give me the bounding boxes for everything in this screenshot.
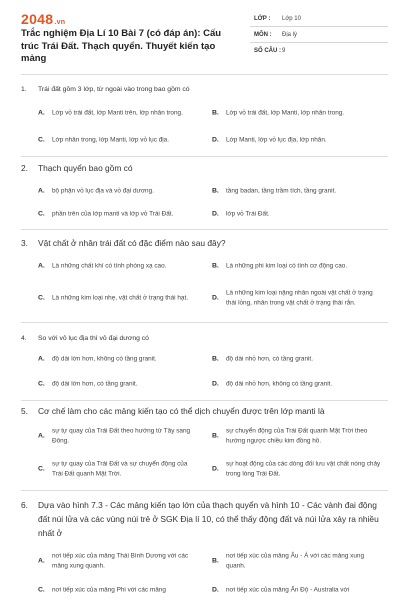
question-divider (21, 490, 388, 491)
option-c[interactable] (38, 378, 198, 390)
question-divider (21, 156, 388, 157)
question-number: 2. (21, 163, 28, 173)
option-text: độ dài nhỏ hơn, có tầng granit. (226, 355, 313, 363)
meta-value: Lớp 10 (282, 16, 301, 22)
option-d[interactable] (212, 378, 384, 390)
option-letter: B. (212, 355, 219, 363)
option-text: Lớp Manti, lớp vỏ lục địa, lớp nhân. (226, 136, 327, 144)
meta-value: Địa lý (282, 32, 298, 38)
option-a[interactable] (38, 353, 198, 365)
option-text: độ dài nhỏ hơn, không có tầng granit. (226, 380, 333, 388)
option-letter: C. (38, 294, 45, 302)
worksheet-header (0, 0, 400, 74)
option-letter: A. (38, 557, 45, 565)
question-number: 6. (21, 500, 28, 510)
option-b[interactable] (212, 353, 384, 365)
meta-value: 9 (282, 48, 286, 54)
option-text: nơi tiếp xúc của mảng Phi với các mảng (52, 586, 166, 594)
option-letter: D. (212, 465, 219, 473)
question-number: 5. (21, 406, 28, 416)
option-d[interactable] (212, 584, 384, 596)
logo-text: 2048 (21, 11, 54, 27)
option-text: Là những phi kim loại có tính cơ động cao. (226, 262, 348, 270)
option-a[interactable] (38, 260, 198, 272)
option-letter: D. (212, 210, 219, 218)
option-text: độ dài lớn hơn, không có tầng granit. (52, 355, 157, 363)
option-letter: A. (38, 187, 45, 195)
option-text: bộ phận vỏ lục địa và vỏ đại dương. (52, 187, 154, 195)
option-letter: A. (38, 355, 45, 363)
meta-table (250, 11, 388, 59)
question-text: Vật chất ở nhân trái đất có đặc điểm nào sau đây? (38, 238, 226, 248)
question-text: Cơ chế làm cho các mảng kiến tạo có thể dịch chuyển được trên lớp manti là (38, 406, 325, 416)
logo-suffix: .vn (54, 19, 66, 26)
option-text: sự hoạt động của các dòng đối lưu vật chất nóng chảy trong lòng Trái Đất. (226, 460, 381, 477)
option-letter: C. (38, 586, 45, 594)
question-divider (21, 322, 388, 323)
meta-label: MÔN : (254, 32, 272, 38)
option-a[interactable] (38, 102, 198, 124)
option-a[interactable] (38, 185, 198, 197)
question-text: Thạch quyển bao gồm có (38, 163, 133, 173)
meta-label: SỐ CÂU : (254, 48, 281, 54)
option-d[interactable] (212, 283, 384, 313)
question-text: So với vỏ lục địa thì vỏ đại dương có (38, 335, 149, 342)
option-text: nơi tiếp xúc của mảng Ấn Độ - Australia với (226, 586, 350, 594)
option-text: Lớp vỏ trái đất, lớp Manti, lớp nhân trong. (226, 109, 345, 117)
option-letter: B. (212, 262, 219, 270)
option-letter: B. (212, 109, 219, 117)
option-b[interactable] (212, 425, 384, 447)
option-letter: A. (38, 432, 45, 440)
option-text: sự tự quay của Trái Đất theo hướng từ Tây sang Đông. (52, 427, 191, 444)
header-divider (21, 74, 388, 75)
option-text: Là những kim loại nhẹ, vật chất ở trạng thái hạt. (52, 294, 189, 302)
question-number: 3. (21, 238, 28, 248)
option-b[interactable] (212, 185, 384, 197)
option-d[interactable] (212, 208, 384, 220)
option-c[interactable] (38, 208, 198, 220)
option-c[interactable] (38, 134, 198, 146)
option-letter: B. (212, 187, 219, 195)
option-text: Là những chất khí có tính phóng xạ cao. (52, 262, 167, 270)
question-divider (21, 400, 388, 401)
option-b[interactable] (212, 102, 384, 124)
option-c[interactable] (38, 458, 198, 480)
option-letter: D. (212, 136, 219, 144)
site-logo[interactable] (21, 11, 65, 27)
option-letter: D. (212, 380, 219, 388)
option-d[interactable] (212, 134, 384, 146)
option-a[interactable] (38, 550, 198, 572)
option-text: lớp vỏ Trái Đất. (226, 210, 270, 218)
option-letter: A. (38, 109, 45, 117)
option-letter: B. (212, 557, 219, 565)
option-text: nơi tiếp xúc của mảng Âu - Á với các mảng xung quanh. (226, 552, 365, 569)
option-letter: A. (38, 262, 45, 270)
question-divider (21, 229, 388, 230)
option-letter: C. (38, 380, 45, 388)
option-a[interactable] (38, 425, 198, 447)
option-text: tầng badan, tầng trầm tích, tầng granit. (226, 187, 337, 195)
option-letter: C. (38, 210, 45, 218)
option-letter: C. (38, 136, 45, 144)
question-text: Trái đất gồm 3 lớp, từ ngoài vào trong bao gồm có (38, 86, 190, 93)
option-d[interactable] (212, 458, 384, 480)
option-letter: B. (212, 432, 219, 440)
question-number: 4. (21, 335, 27, 342)
option-b[interactable] (212, 550, 384, 572)
option-text: sự chuyển động của Trái Đất quanh Mặt Trời theo hướng ngược chiều kim đồng hồ. (226, 427, 368, 444)
option-letter: D. (212, 586, 219, 594)
option-text: Lớp nhân trong, lớp Manti, lớp vỏ lục địa. (52, 136, 170, 144)
option-text: nơi tiếp xúc của mảng Thái Bình Dương với các mảng xung quanh. (52, 552, 189, 569)
meta-row-subject (250, 27, 388, 43)
option-text: Là những kim loại nặng nhân ngoài vật chất ở trạng thái lỏng, nhân trong vật chất ở trạng thái rắn. (226, 289, 373, 306)
page-title: Trắc nghiệm Địa Lí 10 Bài 7 (có đáp án): Cấu trúc Trái Đất. Thạch quyển. Thuyết kiến tạo mảng (21, 28, 222, 64)
option-c[interactable] (38, 283, 198, 313)
option-text: độ dài lớn hơn, có tầng granit. (52, 380, 138, 388)
option-b[interactable] (212, 260, 384, 272)
option-letter: D. (212, 294, 219, 302)
option-text: sự tự quay của Trái Đất và sự chuyển động của Trái Đất quanh Mặt Trời. (52, 460, 188, 477)
question-number: 1. (21, 86, 27, 93)
meta-label: LỚP : (254, 16, 271, 22)
meta-row-class (250, 11, 388, 27)
meta-row-count (250, 43, 388, 59)
option-text: phần trên của lớp manti và lớp vỏ Trái Đất. (52, 210, 174, 218)
option-c[interactable] (38, 584, 198, 596)
question-text: Dựa vào hình 7.3 - Các mảng kiến tạo lớn của thạch quyển và hình 10 - Các vành đai động đất núi lửa và các vùng núi trẻ ở SGK Địa lí 10, có thể thấy động đất và núi lửa xảy ra nhiều nhất ở (38, 500, 379, 538)
option-text: Lớp vỏ trái đất, lớp Manti trên, lớp nhân trong. (52, 109, 183, 117)
option-letter: C. (38, 465, 45, 473)
